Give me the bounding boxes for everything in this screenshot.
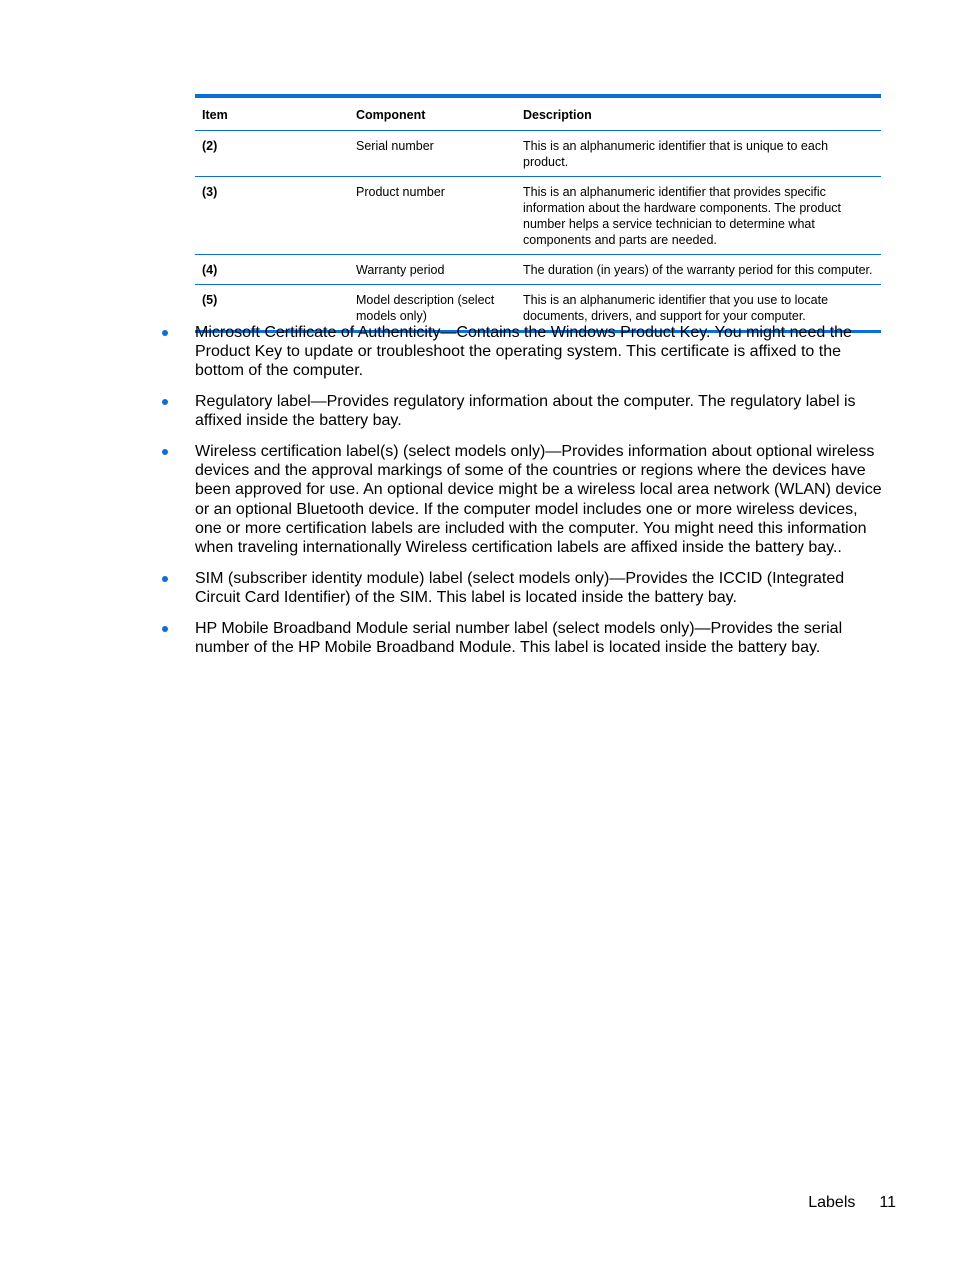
table-header-row <box>195 96 881 131</box>
item-cell: (2) <box>202 139 218 153</box>
component-cell: Model description (select models only) <box>356 293 495 323</box>
list-item <box>195 323 885 381</box>
list-item <box>195 442 885 557</box>
list-item <box>195 619 885 657</box>
page-footer <box>808 1193 896 1212</box>
bullet-icon <box>162 399 168 405</box>
labels-table <box>195 94 881 333</box>
bullet-icon <box>162 626 168 632</box>
component-cell: Product number <box>356 185 445 199</box>
bullet-icon <box>162 449 168 455</box>
list-item-text: Regulatory label—Provides regulatory information about the computer. The regulatory label is affixed inside the battery bay. <box>195 393 856 430</box>
list-item <box>195 569 885 607</box>
item-cell: (5) <box>202 293 218 307</box>
description-cell: This is an alphanumeric identifier that is unique to each product. <box>523 139 829 169</box>
list-item-text: Microsoft Certificate of Authenticity—Contains the Windows Product Key. You might need the Product Key to update or troubleshoot the operating system. This certificate is affixed to the bottom of the computer. <box>195 324 852 380</box>
list-item-text: HP Mobile Broadband Module serial number label (select models only)—Provides the serial number of the HP Mobile Broadband Module. This label is located inside the battery bay. <box>195 619 843 656</box>
list-item-text: Wireless certification label(s) (select models only)—Provides information about optional wireless devices and the approval markings of some of the countries or regions where the devices have been approved for use. An optional device might be a wireless local area network (WLAN) device or an optional Bluetooth device. If the computer model includes one or more wireless devices, one or more certification labels are included with the computer. You might need this information when traveling internationally Wireless certification labels are affixed inside the battery bay.. <box>195 443 882 557</box>
list-item-text: SIM (subscriber identity module) label (select models only)—Provides the ICCID (Integrated Circuit Card Identifier) of the SIM. This label is located inside the battery bay. <box>195 569 845 606</box>
table-header <box>195 96 881 131</box>
header-description: Description <box>523 108 592 122</box>
footer-section-title: Labels <box>808 1194 856 1211</box>
bullet-icon <box>162 576 168 582</box>
bullet-list <box>195 323 885 669</box>
page-number: 11 <box>879 1194 896 1211</box>
description-cell: The duration (in years) of the warranty period for this computer. <box>523 263 873 277</box>
component-cell: Warranty period <box>356 263 445 277</box>
component-cell: Serial number <box>356 139 434 153</box>
item-cell: (3) <box>202 185 218 199</box>
table-row <box>195 131 881 177</box>
list-item <box>195 392 885 430</box>
bullet-icon <box>162 330 168 336</box>
description-cell: This is an alphanumeric identifier that you use to locate documents, drivers, and support for your computer. <box>523 293 829 323</box>
table-row <box>195 255 881 285</box>
header-component: Component <box>356 108 426 122</box>
header-item: Item <box>202 108 228 122</box>
item-cell: (4) <box>202 263 218 277</box>
table-body <box>195 131 881 332</box>
description-cell: This is an alphanumeric identifier that provides specific information about the hardware components. The product number helps a service technician to determine what components and parts are needed. <box>523 185 842 247</box>
table-row <box>195 177 881 255</box>
